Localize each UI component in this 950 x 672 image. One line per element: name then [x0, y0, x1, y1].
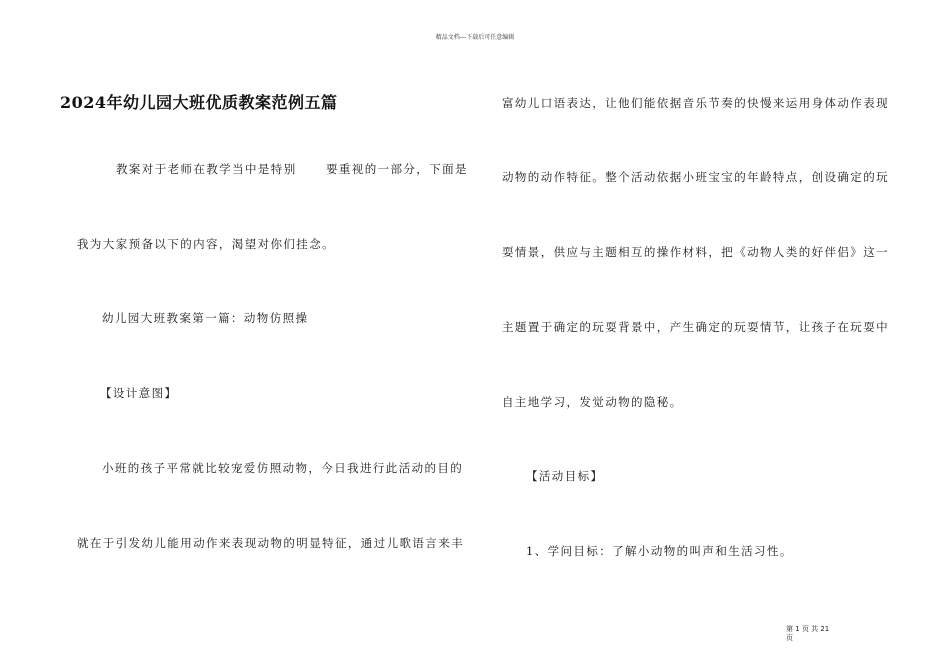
design-intent-heading: 【设计意图】: [100, 386, 178, 400]
activity-goals-heading: 【活动目标】: [526, 469, 604, 483]
right-column: [500, 0, 895, 672]
paragraph-line-6: 主题置于确定的玩耍背景中，产生确定的玩耍情节，让孩子在玩耍中: [502, 320, 889, 334]
paragraph-line-1: 小班的孩子平常就比较宠爱仿照动物，今日我进行此活动的目的: [102, 461, 464, 475]
paragraph-line-2: 就在于引发幼儿能用动作来表现动物的明显特征，通过儿歌语言来丰: [77, 536, 464, 550]
document-title: 2024年幼儿园大班优质教案范例五篇: [60, 93, 338, 112]
paragraph-line-3: 富幼儿口语表达，让他们能依据音乐节奏的快慢来运用身体动作表现: [502, 96, 889, 110]
header-note: 精品文档---下载后可任意编辑: [435, 34, 515, 41]
goal-item-1: 1、学问目标：了解小动物的叫声和生活习性。: [526, 544, 793, 558]
section-heading-1: 幼儿园大班教案第一篇：动物仿照操: [102, 311, 309, 325]
intro-line-1b: 要重视的一部分，下面是: [326, 162, 468, 176]
intro-line-1a: 教案对于老师在教学当中是特别: [116, 162, 297, 176]
page-number-line-1: 第 1 页 共 21: [786, 625, 830, 633]
page-number-line-2: 页: [786, 634, 793, 642]
intro-line-2: 我为大家预备以下的内容，渴望对你们挂念。: [77, 237, 335, 251]
paragraph-line-4: 动物的动作特征。整个活动依据小班宝宝的年龄特点，创设确定的玩: [502, 170, 889, 184]
paragraph-line-7: 自主地学习，发觉动物的隐秘。: [502, 395, 683, 409]
page-number: [786, 625, 846, 643]
paragraph-line-5: 耍情景，供应与主题相互的操作材料，把《动物人类的好伴侣》这一: [502, 245, 889, 259]
left-column: [60, 0, 468, 672]
